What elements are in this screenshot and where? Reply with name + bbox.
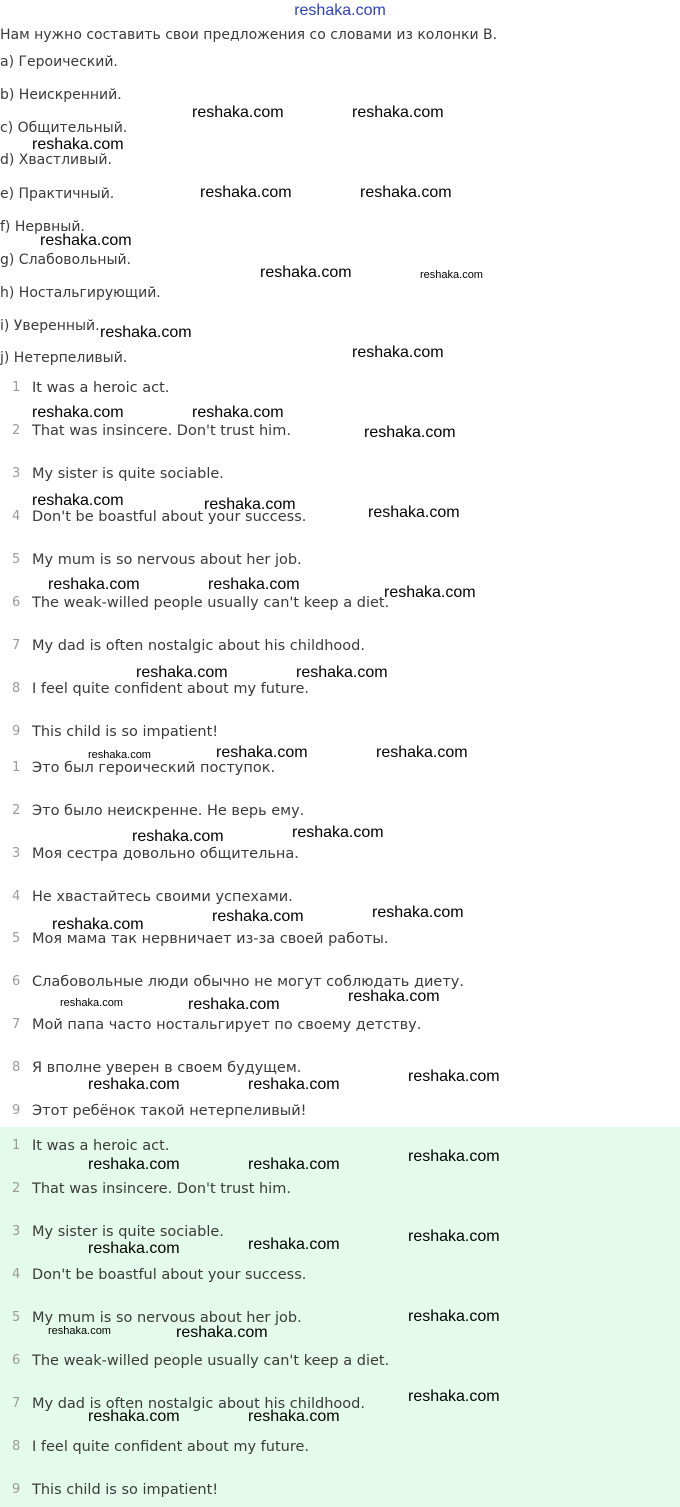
sentence-number: 8 <box>12 1060 21 1075</box>
watermark: reshaka.com <box>32 136 124 153</box>
adjective-item: i) Уверенный. <box>0 318 100 334</box>
sentence-number: 1 <box>12 1138 21 1153</box>
sentence-number: 5 <box>12 552 21 567</box>
watermark: reshaka.com <box>248 1156 340 1173</box>
translation-text: Это был героический поступок. <box>32 760 276 776</box>
watermark: reshaka.com <box>352 104 444 121</box>
watermark: reshaka.com <box>192 404 284 421</box>
sentence-number: 8 <box>12 681 21 696</box>
watermark: reshaka.com <box>200 184 292 201</box>
sentence-text: My mum is so nervous about her job. <box>32 552 302 568</box>
answer-text: I feel quite confident about my future. <box>32 1439 309 1455</box>
watermark: reshaka.com <box>188 996 280 1013</box>
sentence-number: 4 <box>12 1267 21 1282</box>
sentence-number: 3 <box>12 846 21 861</box>
watermark: reshaka.com <box>100 324 192 341</box>
sentence-number: 5 <box>12 931 21 946</box>
watermark: reshaka.com <box>136 664 228 681</box>
sentence-number: 7 <box>12 1017 21 1032</box>
sentence-text: My dad is often nostalgic about his childhood. <box>32 638 365 654</box>
watermark: reshaka.com <box>32 404 124 421</box>
adjective-item: e) Практичный. <box>0 186 115 202</box>
sentence-number: 6 <box>12 1353 21 1368</box>
watermark: reshaka.com <box>192 104 284 121</box>
sentence-number: 7 <box>12 1396 21 1411</box>
sentence-number: 4 <box>12 889 21 904</box>
watermark: reshaka.com <box>248 1236 340 1253</box>
watermark: reshaka.com <box>208 576 300 593</box>
task-intro: Нам нужно составить свои предложения со словами из колонки B. <box>0 27 498 43</box>
watermark: reshaka.com <box>132 828 224 845</box>
translation-text: Моя мама так нервничает из-за своей работы. <box>32 931 389 947</box>
sentence-number: 1 <box>12 760 21 775</box>
adjective-item: d) Хвастливый. <box>0 152 112 168</box>
sentence-number: 2 <box>12 423 21 438</box>
translation-text: Это было неискренне. Не верь ему. <box>32 803 305 819</box>
sentence-text: That was insincere. Don't trust him. <box>32 423 291 439</box>
watermark: reshaka.com <box>376 744 468 761</box>
watermark: reshaka.com <box>364 424 456 441</box>
watermark: reshaka.com <box>260 264 352 281</box>
watermark: reshaka.com <box>420 269 483 281</box>
watermark: reshaka.com <box>52 916 144 933</box>
watermark: reshaka.com <box>248 1076 340 1093</box>
watermark: reshaka.com <box>88 1156 180 1173</box>
sentence-text: I feel quite confident about my future. <box>32 681 309 697</box>
watermark: reshaka.com <box>204 496 296 513</box>
answer-text: This child is so impatient! <box>32 1482 219 1498</box>
sentence-text: This child is so impatient! <box>32 724 219 740</box>
watermark: reshaka.com <box>408 1228 500 1245</box>
sentence-number: 5 <box>12 1310 21 1325</box>
watermark: reshaka.com <box>348 988 440 1005</box>
answer-text: That was insincere. Don't trust him. <box>32 1181 291 1197</box>
adjective-item: j) Нетерпеливый. <box>0 350 128 366</box>
sentence-number: 8 <box>12 1439 21 1454</box>
watermark: reshaka.com <box>248 1408 340 1425</box>
watermark: reshaka.com <box>48 576 140 593</box>
translation-text: Слабовольные люди обычно не могут соблюдать диету. <box>32 974 464 990</box>
watermark: reshaka.com <box>296 664 388 681</box>
sentence-text: The weak-willed people usually can't keep a diet. <box>32 595 390 611</box>
adjective-item: h) Ностальгирующий. <box>0 285 161 301</box>
answer-text: My sister is quite sociable. <box>32 1224 224 1240</box>
sentence-number: 2 <box>12 1181 21 1196</box>
watermark: reshaka.com <box>360 184 452 201</box>
sentence-number: 3 <box>12 466 21 481</box>
watermark: reshaka.com <box>212 908 304 925</box>
watermark: reshaka.com <box>88 1240 180 1257</box>
adjective-item: a) Героический. <box>0 54 118 70</box>
watermark: reshaka.com <box>40 232 132 249</box>
sentence-number: 9 <box>12 724 21 739</box>
answer-text: My mum is so nervous about her job. <box>32 1310 302 1326</box>
translation-text: Я вполне уверен в своем будущем. <box>32 1060 302 1076</box>
adjective-item: g) Слабовольный. <box>0 252 132 268</box>
adjective-item: c) Общительный. <box>0 120 128 136</box>
watermark: reshaka.com <box>88 749 151 761</box>
watermark: reshaka.com <box>60 997 123 1009</box>
answer-text: The weak-willed people usually can't keep a diet. <box>32 1353 390 1369</box>
sentence-number: 1 <box>12 380 21 395</box>
watermark: reshaka.com <box>372 904 464 921</box>
watermark: reshaka.com <box>368 504 460 521</box>
sentence-text: Don't be boastful about your success. <box>32 509 307 525</box>
translation-text: Этот ребёнок такой нетерпеливый! <box>32 1103 307 1119</box>
answer-text: It was a heroic act. <box>32 1138 170 1154</box>
sentence-number: 7 <box>12 638 21 653</box>
sentence-number: 3 <box>12 1224 21 1239</box>
watermark: reshaka.com <box>352 344 444 361</box>
answer-text: Don't be boastful about your success. <box>32 1267 307 1283</box>
sentence-number: 2 <box>12 803 21 818</box>
sentence-number: 4 <box>12 509 21 524</box>
watermark: reshaka.com <box>216 744 308 761</box>
watermark: reshaka.com <box>88 1076 180 1093</box>
sentence-number: 6 <box>12 595 21 610</box>
sentence-text: It was a heroic act. <box>32 380 170 396</box>
watermark: reshaka.com <box>408 1308 500 1325</box>
watermark: reshaka.com <box>32 492 124 509</box>
translation-text: Не хвастайтесь своими успехами. <box>32 889 293 905</box>
sentence-number: 9 <box>12 1482 21 1497</box>
watermark: reshaka.com <box>292 824 384 841</box>
site-header-link[interactable]: reshaka.com <box>294 2 386 19</box>
watermark: reshaka.com <box>88 1408 180 1425</box>
adjective-item: f) Нервный. <box>0 219 85 235</box>
sentence-number: 6 <box>12 974 21 989</box>
watermark: reshaka.com <box>384 584 476 601</box>
watermark: reshaka.com <box>176 1324 268 1341</box>
watermark: reshaka.com <box>408 1388 500 1405</box>
watermark: reshaka.com <box>48 1325 111 1337</box>
sentence-number: 9 <box>12 1103 21 1118</box>
sentence-text: My sister is quite sociable. <box>32 466 224 482</box>
watermark: reshaka.com <box>408 1068 500 1085</box>
watermark: reshaka.com <box>408 1148 500 1165</box>
translation-text: Мой папа часто ностальгирует по своему детству. <box>32 1017 422 1033</box>
answer-text: My dad is often nostalgic about his childhood. <box>32 1396 365 1412</box>
adjective-item: b) Неискренний. <box>0 87 122 103</box>
translation-text: Моя сестра довольно общительна. <box>32 846 299 862</box>
